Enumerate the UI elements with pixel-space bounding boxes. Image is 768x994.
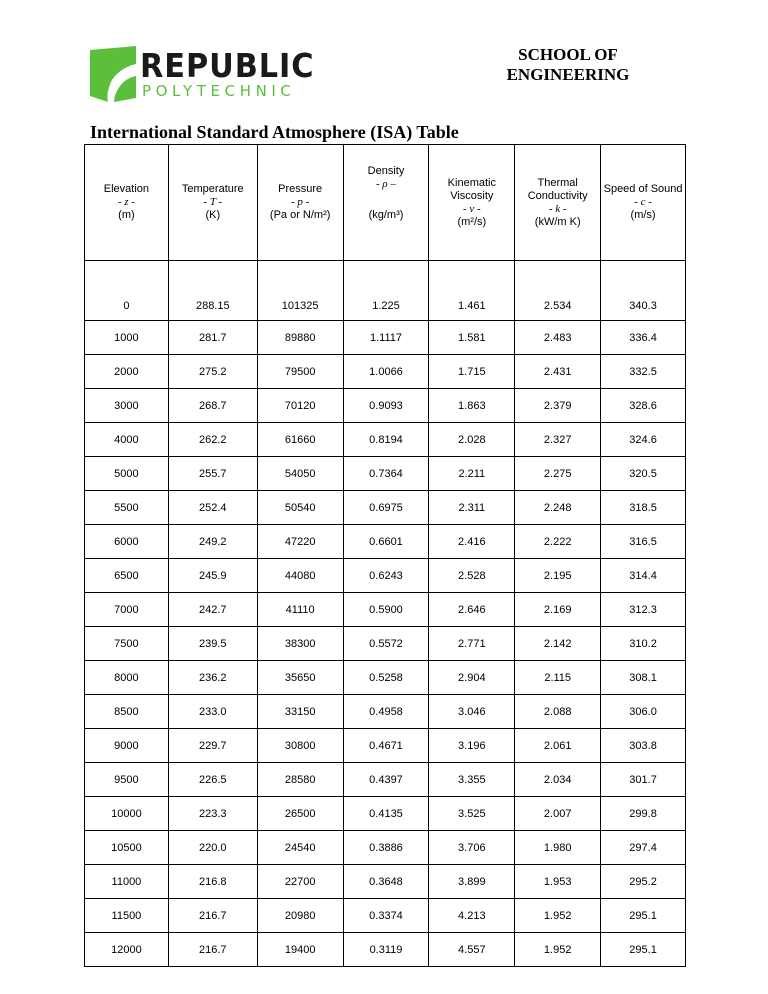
cell-speed-of-sound: 297.4 [601, 831, 686, 865]
cell-kinematic-viscosity: 2.771 [429, 627, 515, 661]
table-row [85, 559, 686, 593]
header-thermal-conductivity: Thermal Conductivity - k - (kW/m K) [515, 145, 601, 261]
cell-thermal-conductivity: 1.980 [515, 831, 601, 865]
table-row [85, 525, 686, 559]
table-row [85, 593, 686, 627]
cell-speed-of-sound: 328.6 [601, 389, 686, 423]
cell-pressure: 89880 [257, 321, 343, 355]
cell-thermal-conductivity: 2.195 [515, 559, 601, 593]
cell-density: 0.8194 [343, 423, 429, 457]
cell-kinematic-viscosity: 4.213 [429, 899, 515, 933]
cell-elevation: 12000 [85, 933, 169, 967]
cell-thermal-conductivity: 1.952 [515, 933, 601, 967]
cell-thermal-conductivity: 2.248 [515, 491, 601, 525]
cell-density: 0.7364 [343, 457, 429, 491]
cell-elevation: 7500 [85, 627, 169, 661]
cell-kinematic-viscosity: 4.557 [429, 933, 515, 967]
cell-elevation: 7000 [85, 593, 169, 627]
cell-density: 0.5900 [343, 593, 429, 627]
cell-speed-of-sound: 295.1 [601, 899, 686, 933]
cell-thermal-conductivity: 1.952 [515, 899, 601, 933]
cell-temperature: 242.7 [168, 593, 257, 627]
cell-elevation: 6500 [85, 559, 169, 593]
cell-elevation: 10000 [85, 797, 169, 831]
table-row [85, 695, 686, 729]
table-row [85, 899, 686, 933]
cell-temperature: 268.7 [168, 389, 257, 423]
cell-temperature: 216.8 [168, 865, 257, 899]
cell-elevation: 8000 [85, 661, 169, 695]
cell-pressure: 26500 [257, 797, 343, 831]
cell-elevation: 11000 [85, 865, 169, 899]
cell-elevation: 2000 [85, 355, 169, 389]
cell-kinematic-viscosity: 1.461 [429, 261, 515, 321]
header-pressure: Pressure - p - (Pa or N/m²) [257, 145, 343, 261]
cell-thermal-conductivity: 2.007 [515, 797, 601, 831]
cell-elevation: 4000 [85, 423, 169, 457]
cell-density: 1.225 [343, 261, 429, 321]
cell-temperature: 255.7 [168, 457, 257, 491]
cell-temperature: 233.0 [168, 695, 257, 729]
cell-speed-of-sound: 314.4 [601, 559, 686, 593]
cell-kinematic-viscosity: 2.904 [429, 661, 515, 695]
cell-elevation: 11500 [85, 899, 169, 933]
logo-wordmark-polytechnic: POLYTECHNIC [142, 82, 296, 100]
cell-elevation: 10500 [85, 831, 169, 865]
cell-pressure: 47220 [257, 525, 343, 559]
cell-speed-of-sound: 312.3 [601, 593, 686, 627]
cell-speed-of-sound: 308.1 [601, 661, 686, 695]
cell-kinematic-viscosity: 2.528 [429, 559, 515, 593]
cell-density: 0.3374 [343, 899, 429, 933]
cell-pressure: 61660 [257, 423, 343, 457]
table-row [85, 261, 686, 321]
cell-kinematic-viscosity: 2.416 [429, 525, 515, 559]
cell-thermal-conductivity: 2.275 [515, 457, 601, 491]
cell-kinematic-viscosity: 2.211 [429, 457, 515, 491]
cell-density: 0.4671 [343, 729, 429, 763]
cell-density: 0.6975 [343, 491, 429, 525]
cell-density: 1.0066 [343, 355, 429, 389]
cell-elevation: 3000 [85, 389, 169, 423]
cell-pressure: 30800 [257, 729, 343, 763]
cell-pressure: 28580 [257, 763, 343, 797]
cell-density: 0.4135 [343, 797, 429, 831]
cell-speed-of-sound: 295.2 [601, 865, 686, 899]
cell-density: 0.5572 [343, 627, 429, 661]
cell-speed-of-sound: 306.0 [601, 695, 686, 729]
cell-speed-of-sound: 320.5 [601, 457, 686, 491]
cell-kinematic-viscosity: 1.581 [429, 321, 515, 355]
cell-density: 0.4958 [343, 695, 429, 729]
cell-pressure: 50540 [257, 491, 343, 525]
cell-thermal-conductivity: 2.222 [515, 525, 601, 559]
cell-speed-of-sound: 324.6 [601, 423, 686, 457]
cell-temperature: 281.7 [168, 321, 257, 355]
cell-kinematic-viscosity: 3.899 [429, 865, 515, 899]
cell-elevation: 1000 [85, 321, 169, 355]
cell-elevation: 5000 [85, 457, 169, 491]
cell-pressure: 41110 [257, 593, 343, 627]
cell-pressure: 44080 [257, 559, 343, 593]
table-row [85, 865, 686, 899]
table-row [85, 491, 686, 525]
logo-wordmark-republic: REPUBLIC [140, 46, 315, 85]
cell-density: 0.5258 [343, 661, 429, 695]
cell-temperature: 216.7 [168, 933, 257, 967]
cell-density: 0.6243 [343, 559, 429, 593]
cell-temperature: 226.5 [168, 763, 257, 797]
cell-kinematic-viscosity: 3.196 [429, 729, 515, 763]
table-row [85, 457, 686, 491]
header-density: Density - ρ – (kg/m³) [343, 145, 429, 261]
header-temperature: Temperature - T - (K) [168, 145, 257, 261]
cell-thermal-conductivity: 1.953 [515, 865, 601, 899]
cell-temperature: 216.7 [168, 899, 257, 933]
cell-kinematic-viscosity: 2.311 [429, 491, 515, 525]
school-line-2: ENGINEERING [506, 65, 630, 84]
cell-elevation: 9000 [85, 729, 169, 763]
cell-pressure: 54050 [257, 457, 343, 491]
cell-temperature: 275.2 [168, 355, 257, 389]
cell-speed-of-sound: 318.5 [601, 491, 686, 525]
cell-pressure: 79500 [257, 355, 343, 389]
cell-kinematic-viscosity: 2.646 [429, 593, 515, 627]
republic-polytechnic-logo [90, 46, 315, 106]
cell-pressure: 19400 [257, 933, 343, 967]
cell-pressure: 22700 [257, 865, 343, 899]
cell-temperature: 245.9 [168, 559, 257, 593]
cell-temperature: 288.15 [168, 261, 257, 321]
cell-thermal-conductivity: 2.483 [515, 321, 601, 355]
table-row [85, 763, 686, 797]
table-row [85, 729, 686, 763]
cell-temperature: 229.7 [168, 729, 257, 763]
cell-thermal-conductivity: 2.142 [515, 627, 601, 661]
cell-density: 1.1117 [343, 321, 429, 355]
cell-pressure: 33150 [257, 695, 343, 729]
cell-kinematic-viscosity: 1.715 [429, 355, 515, 389]
page-title: International Standard Atmosphere (ISA) Table [90, 122, 459, 142]
cell-density: 0.3119 [343, 933, 429, 967]
cell-speed-of-sound: 303.8 [601, 729, 686, 763]
cell-speed-of-sound: 299.8 [601, 797, 686, 831]
cell-temperature: 236.2 [168, 661, 257, 695]
cell-kinematic-viscosity: 3.046 [429, 695, 515, 729]
cell-pressure: 24540 [257, 831, 343, 865]
cell-density: 0.6601 [343, 525, 429, 559]
cell-temperature: 239.5 [168, 627, 257, 661]
cell-speed-of-sound: 310.2 [601, 627, 686, 661]
cell-elevation: 6000 [85, 525, 169, 559]
cell-speed-of-sound: 332.5 [601, 355, 686, 389]
school-heading [488, 45, 648, 85]
cell-kinematic-viscosity: 3.355 [429, 763, 515, 797]
cell-speed-of-sound: 316.5 [601, 525, 686, 559]
table-row [85, 627, 686, 661]
school-line-1: SCHOOL OF [518, 45, 618, 64]
cell-density: 0.3886 [343, 831, 429, 865]
cell-speed-of-sound: 301.7 [601, 763, 686, 797]
cell-pressure: 20980 [257, 899, 343, 933]
cell-speed-of-sound: 336.4 [601, 321, 686, 355]
cell-pressure: 70120 [257, 389, 343, 423]
table-body [85, 261, 686, 967]
table-row [85, 321, 686, 355]
isa-table [84, 144, 686, 967]
cell-thermal-conductivity: 2.379 [515, 389, 601, 423]
cell-elevation: 8500 [85, 695, 169, 729]
cell-speed-of-sound: 340.3 [601, 261, 686, 321]
header-elevation: Elevation - z - (m) [85, 145, 169, 261]
cell-thermal-conductivity: 2.169 [515, 593, 601, 627]
cell-elevation: 0 [85, 261, 169, 321]
cell-thermal-conductivity: 2.034 [515, 763, 601, 797]
cell-thermal-conductivity: 2.431 [515, 355, 601, 389]
cell-kinematic-viscosity: 2.028 [429, 423, 515, 457]
cell-density: 0.3648 [343, 865, 429, 899]
table-row [85, 661, 686, 695]
cell-kinematic-viscosity: 3.706 [429, 831, 515, 865]
table-row [85, 797, 686, 831]
cell-pressure: 38300 [257, 627, 343, 661]
cell-density: 0.9093 [343, 389, 429, 423]
cell-elevation: 9500 [85, 763, 169, 797]
cell-pressure: 35650 [257, 661, 343, 695]
cell-pressure: 101325 [257, 261, 343, 321]
cell-speed-of-sound: 295.1 [601, 933, 686, 967]
cell-density: 0.4397 [343, 763, 429, 797]
cell-temperature: 220.0 [168, 831, 257, 865]
header-kinematic-viscosity: Kinematic Viscosity - ν - (m²/s) [429, 145, 515, 261]
table-row [85, 389, 686, 423]
cell-elevation: 5500 [85, 491, 169, 525]
cell-thermal-conductivity: 2.115 [515, 661, 601, 695]
cell-temperature: 223.3 [168, 797, 257, 831]
cell-kinematic-viscosity: 3.525 [429, 797, 515, 831]
cell-kinematic-viscosity: 1.863 [429, 389, 515, 423]
table-row [85, 355, 686, 389]
header-speed-of-sound: Speed of Sound - c - (m/s) [601, 145, 686, 261]
cell-thermal-conductivity: 2.061 [515, 729, 601, 763]
table-row [85, 423, 686, 457]
cell-thermal-conductivity: 2.327 [515, 423, 601, 457]
table-header-row [85, 145, 686, 261]
cell-thermal-conductivity: 2.088 [515, 695, 601, 729]
cell-thermal-conductivity: 2.534 [515, 261, 601, 321]
cell-temperature: 262.2 [168, 423, 257, 457]
shield-logo-icon [90, 46, 136, 102]
cell-temperature: 249.2 [168, 525, 257, 559]
cell-temperature: 252.4 [168, 491, 257, 525]
table-row [85, 933, 686, 967]
table-row [85, 831, 686, 865]
